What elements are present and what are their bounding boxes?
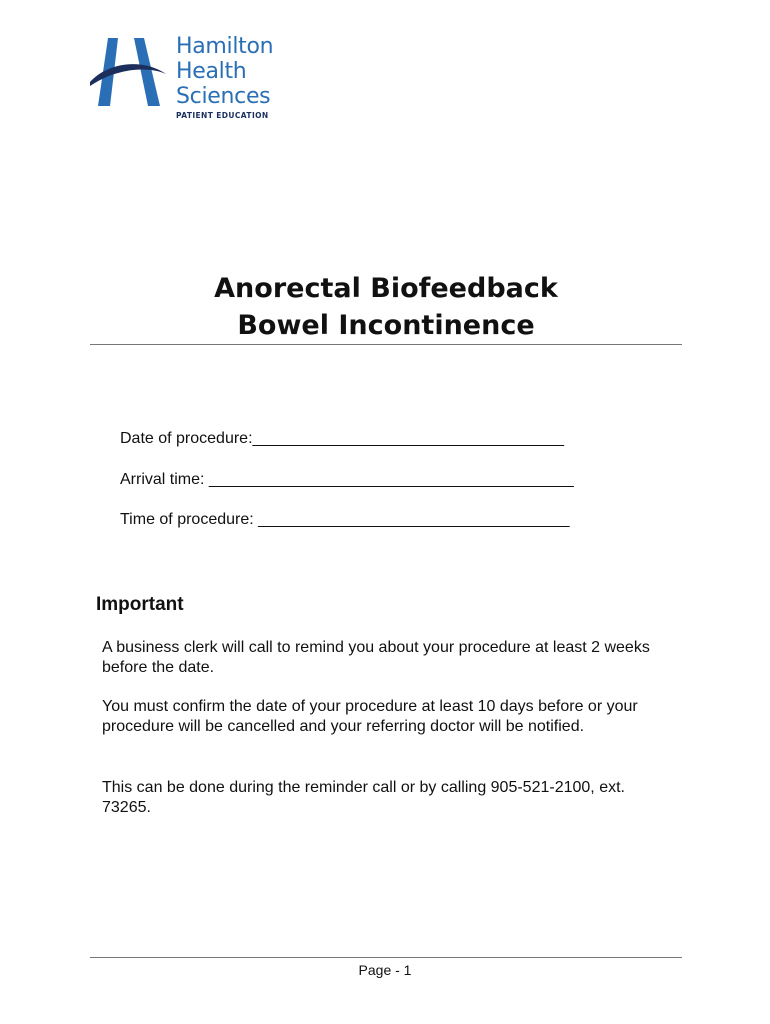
title-divider — [90, 344, 682, 345]
logo-line-2: Health — [176, 59, 247, 84]
arrival-time-label: Arrival time: — [120, 471, 205, 488]
logo-arch — [90, 64, 166, 86]
arrival-time-field[interactable] — [120, 471, 574, 489]
time-of-procedure-field[interactable] — [120, 511, 570, 529]
page-number: Page - 1 — [358, 962, 412, 978]
confirm-paragraph: You must confirm the date of your procedure at least 10 days before or your procedure will be cancelled and your referring doctor will be notified. — [102, 698, 638, 735]
title-line-2: Bowel Incontinence — [237, 310, 535, 341]
time-of-procedure-blank[interactable]: ___________________________________ — [253, 511, 570, 528]
important-heading: Important — [96, 594, 184, 615]
logo-line-1: Hamilton — [176, 34, 274, 59]
logo-wordmark — [176, 34, 273, 120]
contact-paragraph: This can be done during the reminder call or by calling 905-521-2100, ext. 73265. — [102, 779, 625, 816]
date-of-procedure-blank[interactable]: ___________________________________ — [252, 430, 564, 447]
title-line-1: Anorectal Biofeedback — [214, 273, 558, 304]
logo-tagline: PATIENT EDUCATION — [176, 111, 269, 120]
logo-line-3: Sciences — [176, 84, 271, 109]
date-of-procedure-field[interactable] — [120, 430, 564, 448]
time-of-procedure-label: Time of procedure: — [120, 511, 254, 528]
reminder-paragraph: A business clerk will call to remind you about your procedure at least 2 weeks before the date. — [102, 639, 650, 676]
document-title — [90, 270, 682, 344]
arrival-time-blank[interactable]: _________________________________________ — [204, 471, 574, 488]
footer-divider — [90, 957, 682, 958]
date-of-procedure-label: Date of procedure: — [120, 430, 253, 447]
logo-right-pillar — [134, 38, 160, 106]
